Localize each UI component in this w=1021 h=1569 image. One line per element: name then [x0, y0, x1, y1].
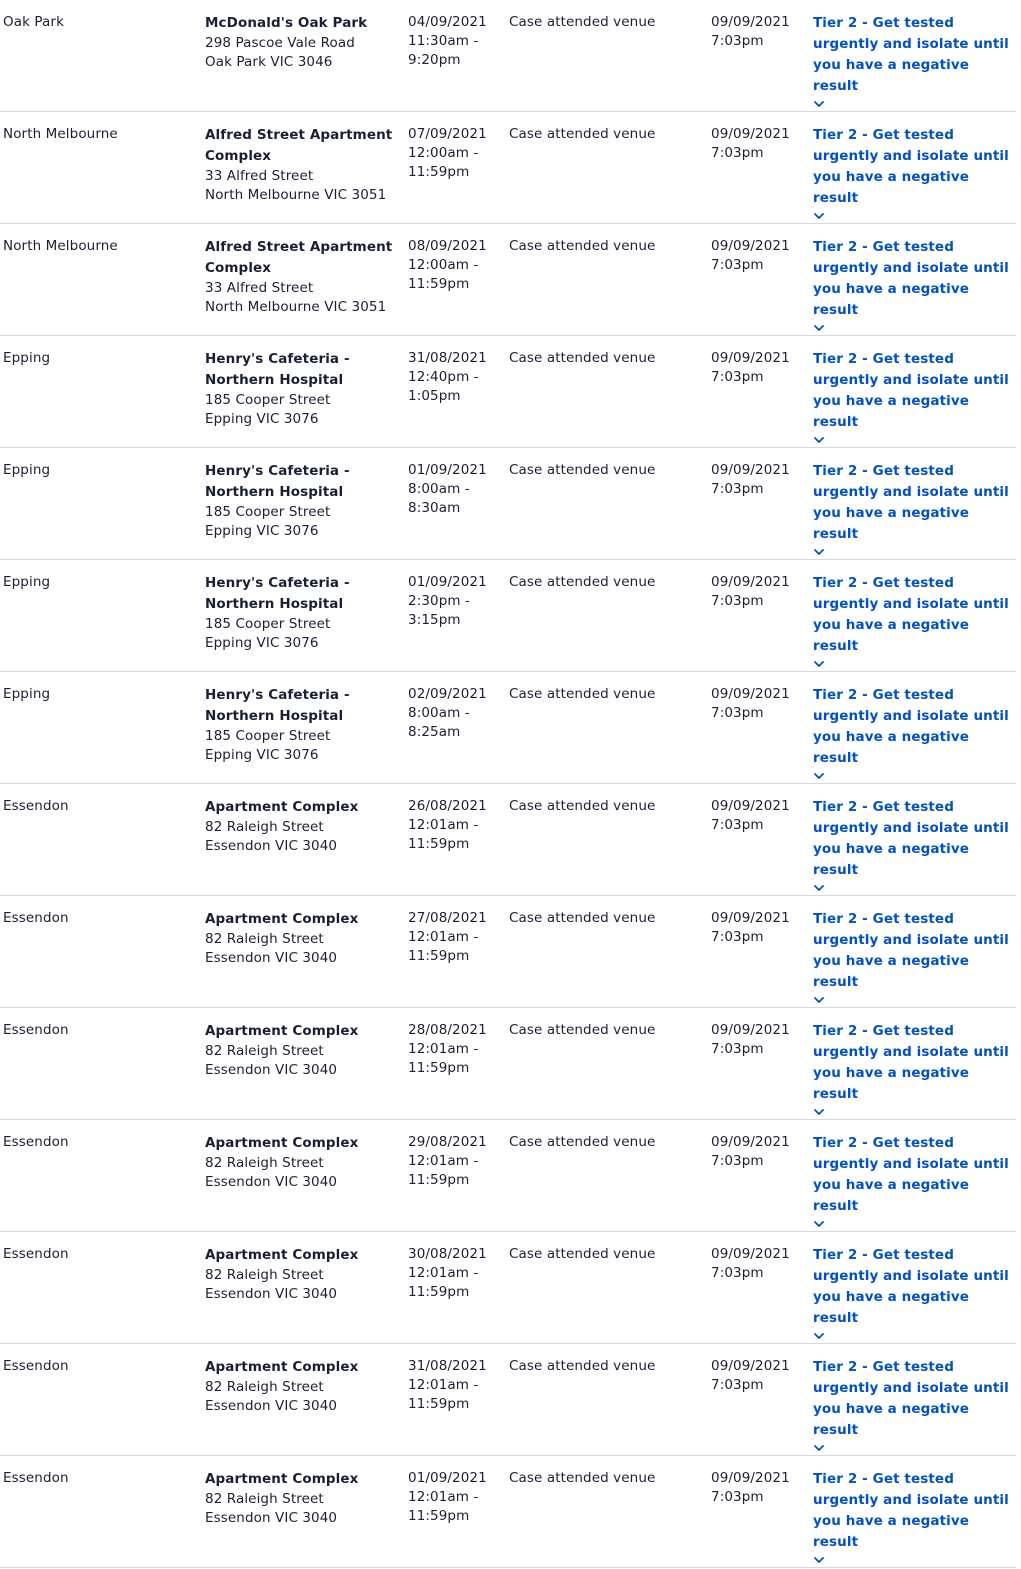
exposure-time-end: 11:59pm — [408, 276, 470, 292]
site-name: Apartment Complex — [205, 1247, 359, 1263]
tier-cell — [813, 1357, 1016, 1454]
suburb-cell — [3, 1021, 193, 1040]
table-row — [0, 784, 1016, 896]
suburb-cell — [3, 237, 193, 256]
exposure-date-cell — [408, 237, 504, 294]
suburb-cell — [3, 1469, 193, 1488]
exposure-time-start: 12:01am - — [408, 1041, 479, 1057]
site-locality: North Melbourne VIC 3051 — [205, 187, 387, 203]
site-locality: Essendon VIC 3040 — [205, 1062, 338, 1078]
exposure-date: 08/09/2021 — [408, 238, 487, 254]
notes-text: Case attended venue — [509, 574, 656, 590]
exposure-date-cell — [408, 1357, 504, 1414]
tier-link[interactable]: Tier 2 - Get tested urgently and isolate until you have a negative result — [813, 799, 1009, 878]
exposure-date-cell — [408, 1469, 504, 1526]
suburb-text: Epping — [3, 686, 51, 702]
site-name: McDonald's Oak Park — [205, 15, 368, 31]
site-name: Apartment Complex — [205, 799, 359, 815]
site-name: Alfred Street Apartment Complex — [205, 239, 393, 276]
added-date-cell — [711, 1469, 807, 1507]
added-date-cell — [711, 573, 807, 611]
exposure-time-end: 8:25am — [408, 724, 461, 740]
chevron-down-icon[interactable] — [813, 434, 825, 446]
tier-cell — [813, 1133, 1016, 1230]
notes-text: Case attended venue — [509, 238, 656, 254]
chevron-down-icon[interactable] — [813, 882, 825, 894]
exposure-date: 27/08/2021 — [408, 910, 487, 926]
added-time: 7:03pm — [711, 369, 764, 385]
exposure-date: 30/08/2021 — [408, 1246, 487, 1262]
notes-text: Case attended venue — [509, 1358, 656, 1374]
site-street: 82 Raleigh Street — [205, 1379, 324, 1395]
site-cell — [205, 685, 400, 765]
added-time: 7:03pm — [711, 257, 764, 273]
exposure-time-end: 11:59pm — [408, 1060, 470, 1076]
notes-cell — [509, 1133, 699, 1152]
table-row — [0, 896, 1016, 1008]
site-locality: Essendon VIC 3040 — [205, 1286, 338, 1302]
suburb-text: Epping — [3, 350, 51, 366]
exposure-date: 07/09/2021 — [408, 126, 487, 142]
added-date-cell — [711, 1133, 807, 1171]
exposure-time-end: 8:30am — [408, 500, 461, 516]
tier-cell — [813, 573, 1016, 670]
exposure-date-cell — [408, 349, 504, 406]
suburb-cell — [3, 573, 193, 592]
notes-text: Case attended venue — [509, 126, 656, 142]
site-street: 82 Raleigh Street — [205, 819, 324, 835]
added-date: 09/09/2021 — [711, 686, 790, 702]
exposure-date-cell — [408, 125, 504, 182]
suburb-cell — [3, 1357, 193, 1376]
added-date-cell — [711, 1245, 807, 1283]
added-time: 7:03pm — [711, 1153, 764, 1169]
tier-cell — [813, 349, 1016, 446]
site-name: Alfred Street Apartment Complex — [205, 127, 393, 164]
exposure-date: 31/08/2021 — [408, 1358, 487, 1374]
added-date-cell — [711, 1357, 807, 1395]
exposure-time-start: 2:30pm - — [408, 593, 470, 609]
notes-text: Case attended venue — [509, 1246, 656, 1262]
tier-link[interactable]: Tier 2 - Get tested urgently and isolate until you have a negative result — [813, 1471, 1009, 1550]
added-time: 7:03pm — [711, 33, 764, 49]
added-date: 09/09/2021 — [711, 14, 790, 30]
site-street: 82 Raleigh Street — [205, 1155, 324, 1171]
site-locality: Essendon VIC 3040 — [205, 1174, 338, 1190]
table-row — [0, 1232, 1016, 1344]
site-name: Apartment Complex — [205, 1135, 359, 1151]
added-time: 7:03pm — [711, 929, 764, 945]
notes-text: Case attended venue — [509, 686, 656, 702]
site-cell — [205, 573, 400, 653]
site-locality: Essendon VIC 3040 — [205, 1510, 338, 1526]
notes-cell — [509, 237, 699, 256]
notes-cell — [509, 1357, 699, 1376]
site-name: Henry's Cafeteria - Northern Hospital — [205, 687, 350, 724]
site-cell — [205, 13, 400, 72]
exposure-time-start: 11:30am - — [408, 33, 479, 49]
exposure-time-start: 12:00am - — [408, 145, 479, 161]
exposure-date-cell — [408, 573, 504, 630]
exposure-time-start: 8:00am - — [408, 705, 470, 721]
notes-text: Case attended venue — [509, 350, 656, 366]
suburb-cell — [3, 685, 193, 704]
exposure-time-start: 12:01am - — [408, 929, 479, 945]
suburb-cell — [3, 1133, 193, 1152]
added-date-cell — [711, 125, 807, 163]
tier-link[interactable]: Tier 2 - Get tested urgently and isolate until you have a negative result — [813, 575, 1009, 654]
site-street: 185 Cooper Street — [205, 616, 331, 632]
tier-link[interactable]: Tier 2 - Get tested urgently and isolate until you have a negative result — [813, 1135, 1009, 1214]
exposure-date-cell — [408, 909, 504, 966]
exposure-time-start: 12:40pm - — [408, 369, 479, 385]
exposure-time-end: 3:15pm — [408, 612, 461, 628]
tier-cell — [813, 461, 1016, 558]
table-row — [0, 112, 1016, 224]
suburb-text: Essendon — [3, 1246, 69, 1262]
site-street: 33 Alfred Street — [205, 280, 314, 296]
site-cell — [205, 1133, 400, 1192]
tier-cell — [813, 13, 1016, 110]
site-locality: Epping VIC 3076 — [205, 523, 319, 539]
site-name: Apartment Complex — [205, 1471, 359, 1487]
notes-cell — [509, 1245, 699, 1264]
site-name: Henry's Cafeteria - Northern Hospital — [205, 575, 350, 612]
table-row — [0, 1120, 1016, 1232]
added-date: 09/09/2021 — [711, 462, 790, 478]
table-row — [0, 1344, 1016, 1456]
chevron-down-icon[interactable] — [813, 322, 825, 334]
chevron-down-icon[interactable] — [813, 770, 825, 782]
exposure-date-cell — [408, 685, 504, 742]
suburb-cell — [3, 349, 193, 368]
notes-text: Case attended venue — [509, 14, 656, 30]
site-street: 82 Raleigh Street — [205, 931, 324, 947]
added-date-cell — [711, 797, 807, 835]
suburb-cell — [3, 461, 193, 480]
suburb-text: Epping — [3, 574, 51, 590]
notes-text: Case attended venue — [509, 462, 656, 478]
site-locality: Essendon VIC 3040 — [205, 1398, 338, 1414]
suburb-cell — [3, 797, 193, 816]
exposure-date-cell — [408, 461, 504, 518]
tier-cell — [813, 237, 1016, 334]
site-cell — [205, 797, 400, 856]
table-row — [0, 1008, 1016, 1120]
chevron-down-icon[interactable] — [813, 1330, 825, 1342]
suburb-text: Oak Park — [3, 14, 64, 30]
site-locality: Epping VIC 3076 — [205, 747, 319, 763]
added-date: 09/09/2021 — [711, 1022, 790, 1038]
notes-cell — [509, 1469, 699, 1488]
exposure-time-end: 11:59pm — [408, 1396, 470, 1412]
added-date-cell — [711, 909, 807, 947]
chevron-down-icon[interactable] — [813, 210, 825, 222]
exposure-time-start: 12:00am - — [408, 257, 479, 273]
chevron-down-icon[interactable] — [813, 98, 825, 110]
site-cell — [205, 349, 400, 429]
exposure-date: 02/09/2021 — [408, 686, 487, 702]
suburb-text: Essendon — [3, 1022, 69, 1038]
notes-cell — [509, 797, 699, 816]
notes-cell — [509, 1021, 699, 1040]
exposure-time-end: 11:59pm — [408, 1508, 470, 1524]
table-row — [0, 448, 1016, 560]
exposure-time-start: 12:01am - — [408, 1153, 479, 1169]
table-row — [0, 336, 1016, 448]
site-street: 298 Pascoe Vale Road — [205, 35, 355, 51]
added-date-cell — [711, 13, 807, 51]
notes-text: Case attended venue — [509, 1134, 656, 1150]
added-date: 09/09/2021 — [711, 1134, 790, 1150]
site-name: Apartment Complex — [205, 1023, 359, 1039]
exposure-time-start: 12:01am - — [408, 817, 479, 833]
notes-cell — [509, 125, 699, 144]
suburb-cell — [3, 909, 193, 928]
added-date: 09/09/2021 — [711, 126, 790, 142]
tier-link[interactable]: Tier 2 - Get tested urgently and isolate until you have a negative result — [813, 351, 1009, 430]
suburb-cell — [3, 1245, 193, 1264]
chevron-down-icon[interactable] — [813, 658, 825, 670]
suburb-text: Essendon — [3, 910, 69, 926]
suburb-text: Essendon — [3, 1470, 69, 1486]
site-street: 82 Raleigh Street — [205, 1267, 324, 1283]
added-time: 7:03pm — [711, 705, 764, 721]
site-street: 185 Cooper Street — [205, 504, 331, 520]
tier-cell — [813, 797, 1016, 894]
notes-text: Case attended venue — [509, 910, 656, 926]
tier-cell — [813, 125, 1016, 222]
exposure-date-cell — [408, 1021, 504, 1078]
exposure-time-start: 8:00am - — [408, 481, 470, 497]
exposure-time-start: 12:01am - — [408, 1265, 479, 1281]
table-row — [0, 672, 1016, 784]
exposure-date: 01/09/2021 — [408, 574, 487, 590]
tier-cell — [813, 685, 1016, 782]
table-row — [0, 224, 1016, 336]
exposure-date: 01/09/2021 — [408, 462, 487, 478]
tier-cell — [813, 1469, 1016, 1566]
added-date: 09/09/2021 — [711, 350, 790, 366]
table-row — [0, 1456, 1016, 1568]
tier-link[interactable]: Tier 2 - Get tested urgently and isolate until you have a negative result — [813, 15, 1009, 94]
tier-cell — [813, 1245, 1016, 1342]
suburb-text: Epping — [3, 462, 51, 478]
exposure-time-end: 11:59pm — [408, 836, 470, 852]
site-cell — [205, 1357, 400, 1416]
added-date-cell — [711, 1021, 807, 1059]
suburb-text: Essendon — [3, 1134, 69, 1150]
site-street: 185 Cooper Street — [205, 728, 331, 744]
added-date: 09/09/2021 — [711, 1358, 790, 1374]
added-time: 7:03pm — [711, 1265, 764, 1281]
suburb-cell — [3, 125, 193, 144]
exposure-time-end: 11:59pm — [408, 948, 470, 964]
exposure-date: 26/08/2021 — [408, 798, 487, 814]
exposure-date: 29/08/2021 — [408, 1134, 487, 1150]
tier-link[interactable]: Tier 2 - Get tested urgently and isolate until you have a negative result — [813, 463, 1009, 542]
exposure-date-cell — [408, 1133, 504, 1190]
tier-cell — [813, 909, 1016, 1006]
exposure-time-start: 12:01am - — [408, 1377, 479, 1393]
added-time: 7:03pm — [711, 145, 764, 161]
added-date-cell — [711, 237, 807, 275]
suburb-text: North Melbourne — [3, 238, 118, 254]
suburb-cell — [3, 13, 193, 32]
site-locality: Epping VIC 3076 — [205, 411, 319, 427]
tier-link[interactable]: Tier 2 - Get tested urgently and isolate until you have a negative result — [813, 1247, 1009, 1326]
site-locality: Essendon VIC 3040 — [205, 838, 338, 854]
added-time: 7:03pm — [711, 1041, 764, 1057]
notes-text: Case attended venue — [509, 798, 656, 814]
site-locality: Oak Park VIC 3046 — [205, 54, 333, 70]
chevron-down-icon[interactable] — [813, 546, 825, 558]
exposure-time-end: 9:20pm — [408, 52, 461, 68]
tier-cell — [813, 1021, 1016, 1118]
tier-link[interactable]: Tier 2 - Get tested urgently and isolate until you have a negative result — [813, 1023, 1009, 1102]
added-time: 7:03pm — [711, 1377, 764, 1393]
site-locality: Epping VIC 3076 — [205, 635, 319, 651]
exposure-time-end: 11:59pm — [408, 1284, 470, 1300]
added-time: 7:03pm — [711, 593, 764, 609]
table-row — [0, 0, 1016, 112]
notes-text: Case attended venue — [509, 1022, 656, 1038]
tier-link[interactable]: Tier 2 - Get tested urgently and isolate until you have a negative result — [813, 687, 1009, 766]
added-date: 09/09/2021 — [711, 910, 790, 926]
chevron-down-icon[interactable] — [813, 1106, 825, 1118]
notes-cell — [509, 349, 699, 368]
added-time: 7:03pm — [711, 481, 764, 497]
notes-cell — [509, 13, 699, 32]
added-date-cell — [711, 349, 807, 387]
exposure-date: 04/09/2021 — [408, 14, 487, 30]
exposure-time-end: 11:59pm — [408, 1172, 470, 1188]
added-date: 09/09/2021 — [711, 238, 790, 254]
site-cell — [205, 1021, 400, 1080]
chevron-down-icon[interactable] — [813, 1442, 825, 1454]
suburb-text: Essendon — [3, 1358, 69, 1374]
exposure-time-end: 11:59pm — [408, 164, 470, 180]
site-name: Apartment Complex — [205, 911, 359, 927]
added-time: 7:03pm — [711, 1489, 764, 1505]
exposure-date: 31/08/2021 — [408, 350, 487, 366]
tier-link[interactable]: Tier 2 - Get tested urgently and isolate until you have a negative result — [813, 911, 1009, 990]
notes-cell — [509, 573, 699, 592]
site-street: 82 Raleigh Street — [205, 1491, 324, 1507]
site-name: Apartment Complex — [205, 1359, 359, 1375]
site-cell — [205, 237, 400, 317]
tier-link[interactable]: Tier 2 - Get tested urgently and isolate until you have a negative result — [813, 1359, 1009, 1438]
added-date: 09/09/2021 — [711, 798, 790, 814]
site-cell — [205, 125, 400, 205]
site-name: Henry's Cafeteria - Northern Hospital — [205, 463, 350, 500]
site-cell — [205, 1245, 400, 1304]
tier-link[interactable]: Tier 2 - Get tested urgently and isolate until you have a negative result — [813, 239, 1009, 318]
site-street: 82 Raleigh Street — [205, 1043, 324, 1059]
notes-cell — [509, 685, 699, 704]
exposure-date: 01/09/2021 — [408, 1470, 487, 1486]
exposure-date-cell — [408, 1245, 504, 1302]
chevron-down-icon[interactable] — [813, 1218, 825, 1230]
exposure-date-cell — [408, 13, 504, 70]
suburb-text: North Melbourne — [3, 126, 118, 142]
chevron-down-icon[interactable] — [813, 1554, 825, 1566]
site-cell — [205, 909, 400, 968]
site-locality: North Melbourne VIC 3051 — [205, 299, 387, 315]
table-row — [0, 560, 1016, 672]
exposure-time-end: 1:05pm — [408, 388, 461, 404]
chevron-down-icon[interactable] — [813, 994, 825, 1006]
added-date: 09/09/2021 — [711, 574, 790, 590]
notes-text: Case attended venue — [509, 1470, 656, 1486]
added-date-cell — [711, 461, 807, 499]
tier-link[interactable]: Tier 2 - Get tested urgently and isolate until you have a negative result — [813, 127, 1009, 206]
site-locality: Essendon VIC 3040 — [205, 950, 338, 966]
exposure-date: 28/08/2021 — [408, 1022, 487, 1038]
site-street: 33 Alfred Street — [205, 168, 314, 184]
notes-cell — [509, 909, 699, 928]
added-date: 09/09/2021 — [711, 1246, 790, 1262]
exposure-time-start: 12:01am - — [408, 1489, 479, 1505]
site-street: 185 Cooper Street — [205, 392, 331, 408]
site-name: Henry's Cafeteria - Northern Hospital — [205, 351, 350, 388]
added-time: 7:03pm — [711, 817, 764, 833]
exposure-date-cell — [408, 797, 504, 854]
added-date: 09/09/2021 — [711, 1470, 790, 1486]
site-cell — [205, 1469, 400, 1528]
suburb-text: Essendon — [3, 798, 69, 814]
notes-cell — [509, 461, 699, 480]
site-cell — [205, 461, 400, 541]
added-date-cell — [711, 685, 807, 723]
